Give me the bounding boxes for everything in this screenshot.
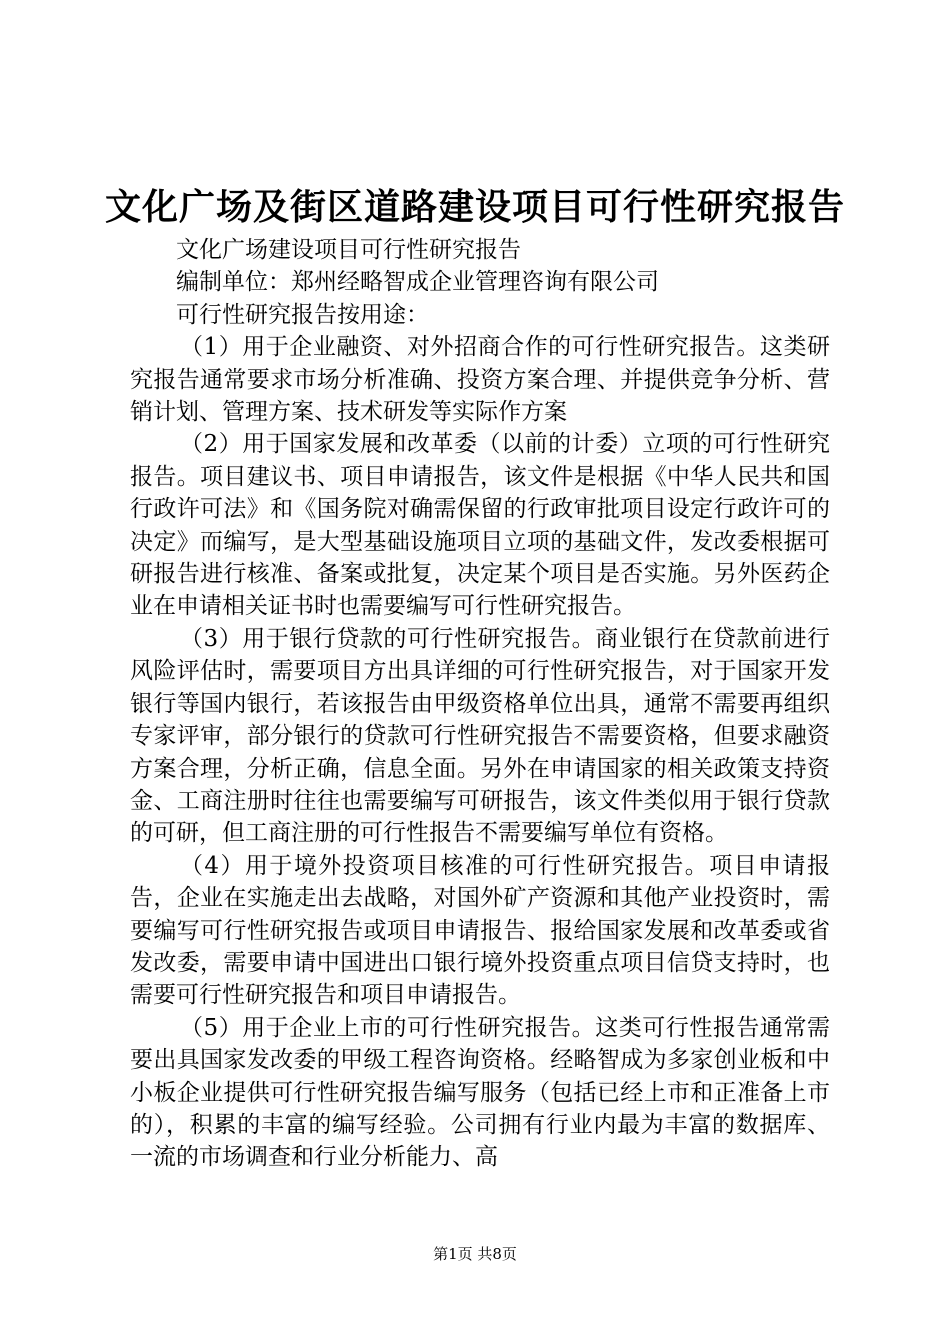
paragraph-purpose-1: （1）用于企业融资、对外招商合作的可行性研究报告。这类研究报告通常要求市场分析准确、投资方案合理、并提供竞争分析、营销计划、管理方案、技术研发等实际作方案 <box>130 334 830 426</box>
paragraph-purpose-3: （3）用于银行贷款的可行性研究报告。商业银行在贷款前进行风险评估时，需要项目方出具详细的可行性研究报告，对于国家开发银行等国内银行，若该报告由甲级资格单位出具，通常不需要再组织专家评审，部分银行的贷款可行性研究报告不需要资格，但要求融资方案合理，分析正确，信息全面。另外在申请国家的相关政策支持资金、工商注册时往往也需要编写可研报告，该文件类似用于银行贷款的可研，但工商注册的可行性报告不需要编写单位有资格。 <box>130 625 830 847</box>
paragraph-subtitle: 文化广场建设项目可行性研究报告 <box>176 237 521 263</box>
page-number-footer: 第1页 共8页 <box>433 1245 517 1263</box>
paragraph-author: 编制单位：郑州经略智成企业管理咨询有限公司 <box>176 269 659 296</box>
document-title: 文化广场及街区道路建设项目可行性研究报告 <box>104 187 845 228</box>
paragraph-purpose-2: （2）用于国家发展和改革委（以前的计委）立项的可行性研究报告。项目建议书、项目申请报告，该文件是根据《中华人民共和国行政许可法》和《国务院对确需保留的行政审批项目设定行政许可的决定》而编写，是大型基础设施项目立项的基础文件，发改委根据可研报告进行核准、备案或批复，决定某个项目是否实施。另外医药企业在申请相关证书时也需要编写可行性研究报告。 <box>130 431 830 620</box>
paragraph-purpose-heading: 可行性研究报告按用途： <box>176 301 429 328</box>
paragraph-purpose-4: （4）用于境外投资项目核准的可行性研究报告。项目申请报告，企业在实施走出去战略，对国外矿产资源和其他产业投资时，需要编写可行性研究报告或项目申请报告、报给国家发展和改革委或省发改委，需要申请中国进出口银行境外投资重点项目信贷支持时，也需要可行性研究报告和项目申请报告。 <box>130 852 830 1009</box>
document-body <box>130 234 830 1174</box>
paragraph-purpose-5: （5）用于企业上市的可行性研究报告。这类可行性报告通常需要出具国家发改委的甲级工程咨询资格。经略智成为多家创业板和中小板企业提供可行性研究报告编写服务（包括已经上市和正准备上市的），积累的丰富的编写经验。公司拥有行业内最为丰富的数据库、一流的市场调查和行业分析能力、高 <box>130 1014 830 1171</box>
